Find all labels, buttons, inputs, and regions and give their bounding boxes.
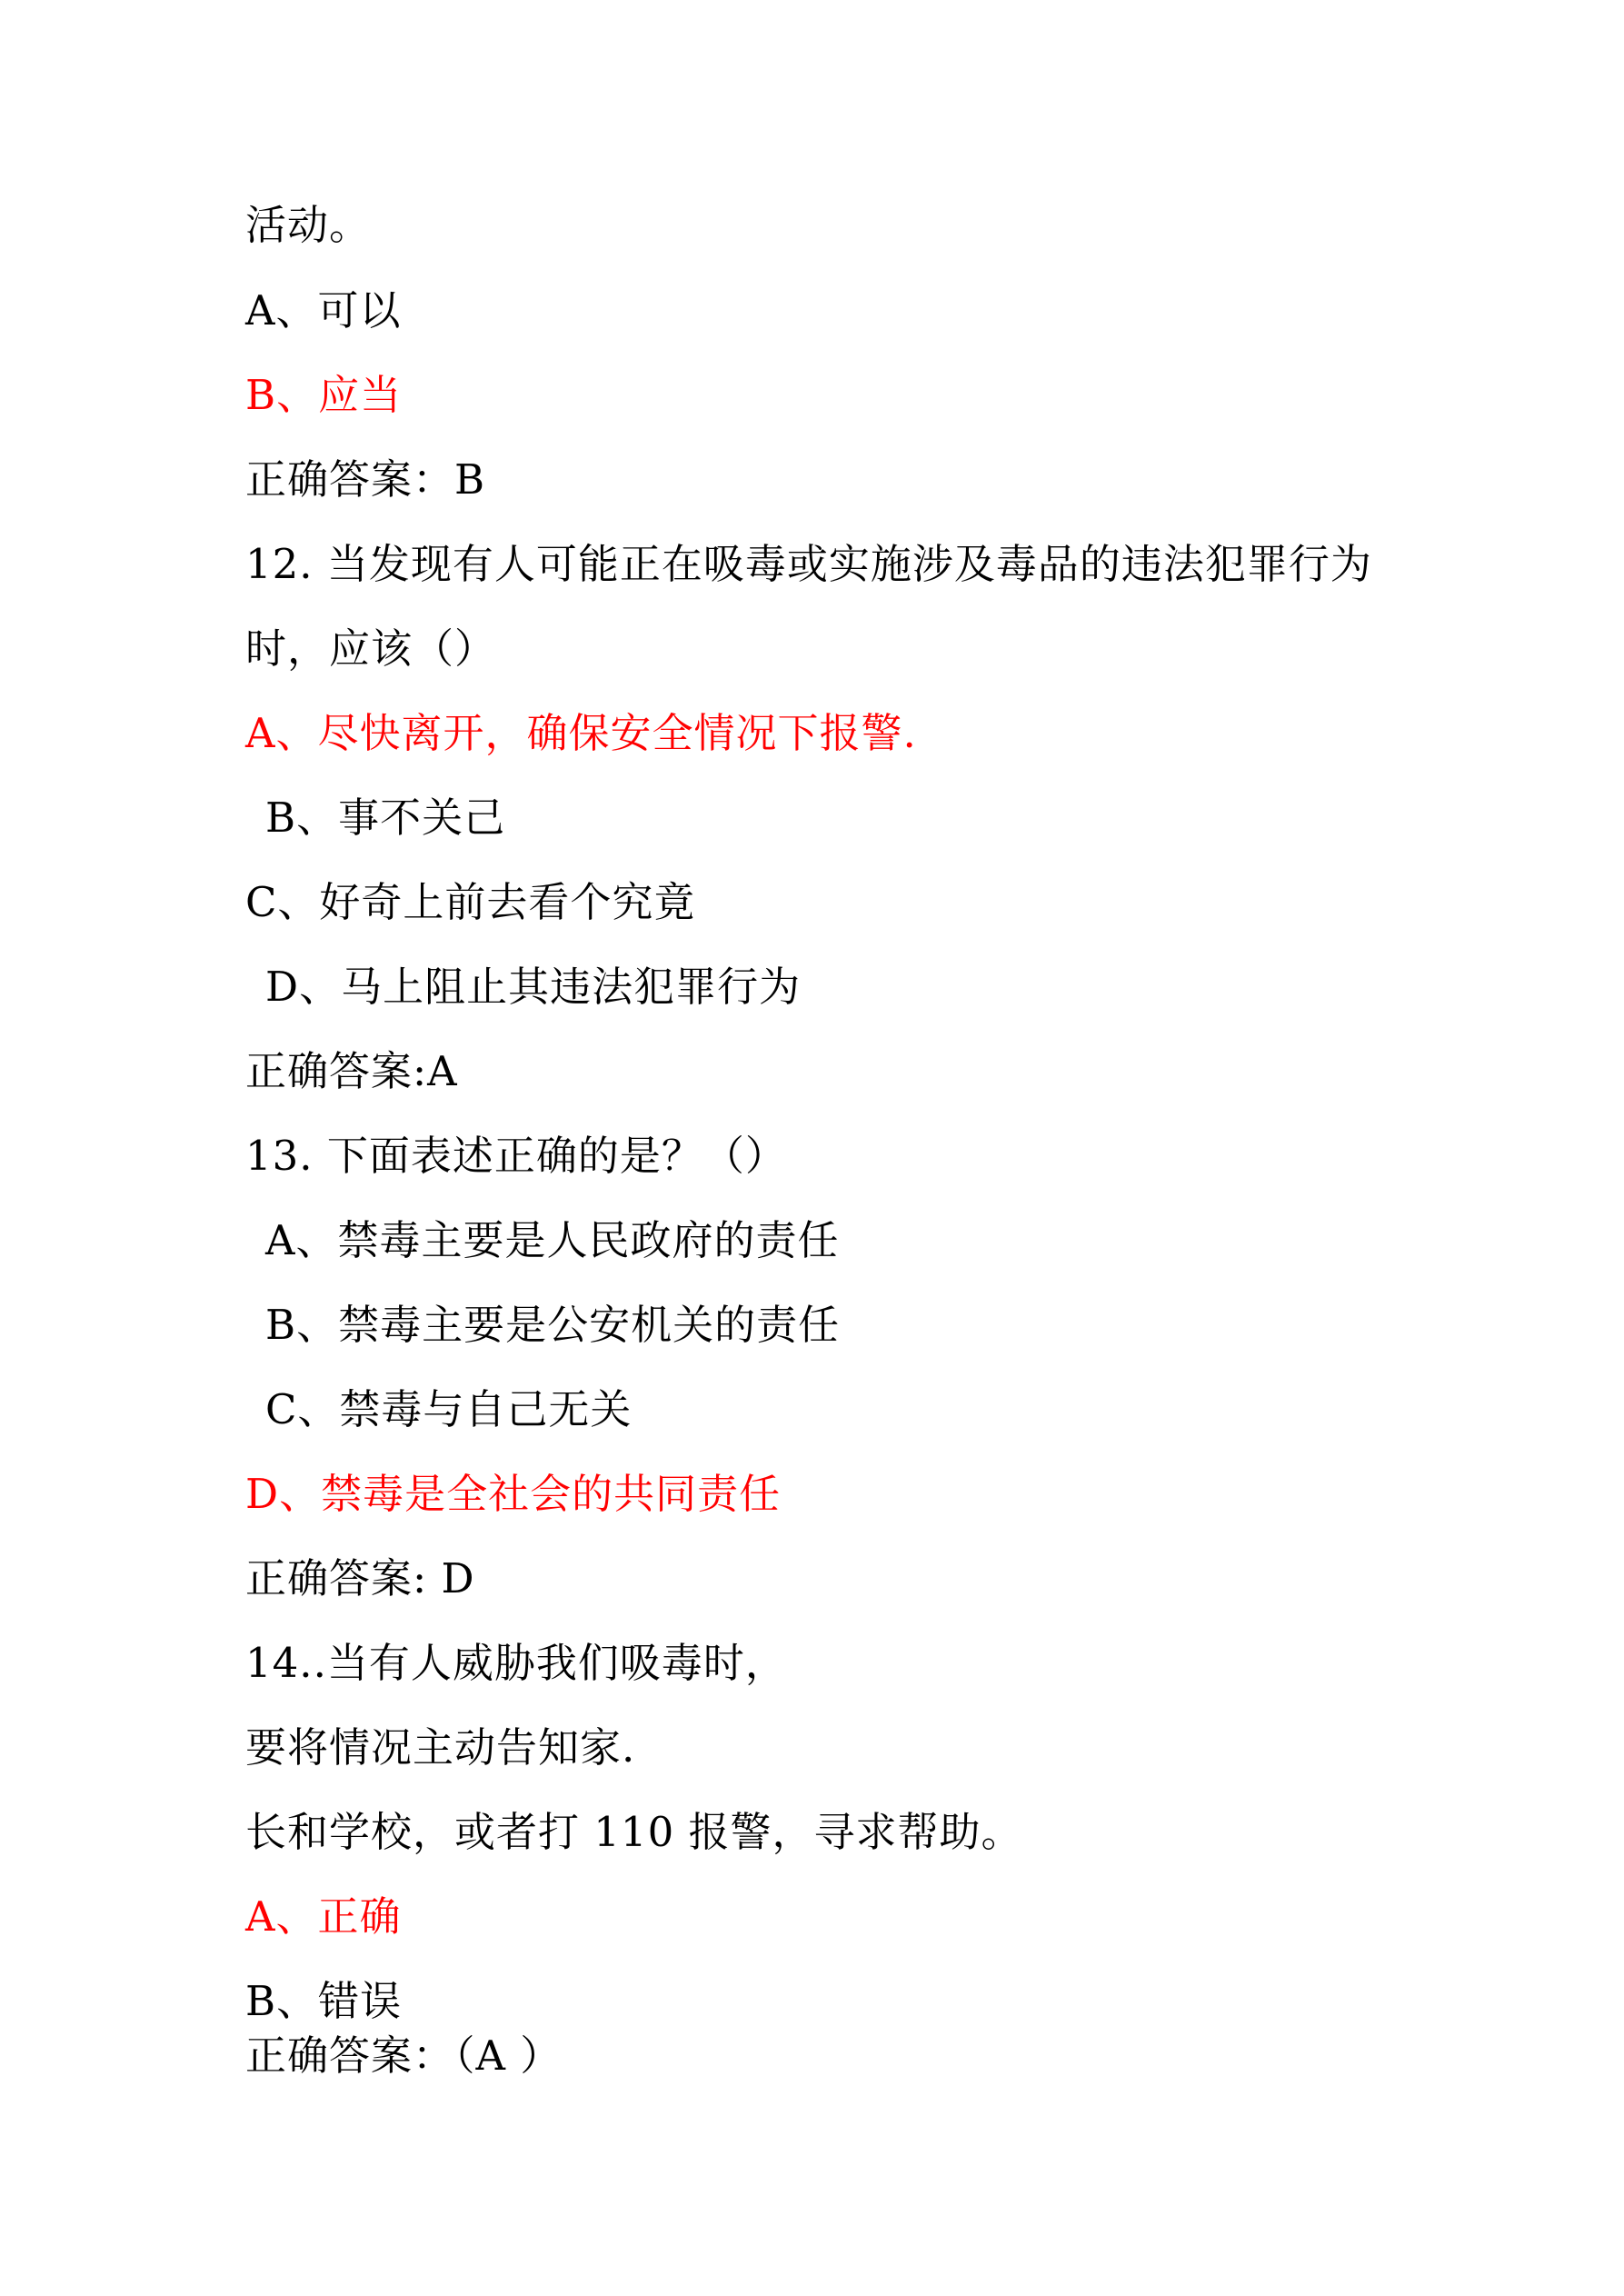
question-14-stem-continuation: 长和学校，或者打 110 报警，寻求帮助。: [245, 1808, 1023, 1856]
option-c: C、好奇上前去看个究竟: [245, 878, 696, 926]
answer-line: 正确答案: D: [245, 1554, 475, 1602]
option-c: C、禁毒与自己无关: [265, 1385, 633, 1433]
option-b: B、禁毒主要是公安机关的责任: [265, 1301, 841, 1349]
option-b: B、错误: [245, 1977, 403, 2025]
answer-line: 正确答案：B: [245, 455, 486, 504]
question-13-stem: 13. 下面表述正确的是？（）: [245, 1132, 787, 1180]
option-d-correct: D、禁毒是全社会的共同责任: [245, 1470, 782, 1518]
answer-line: 正确答案：（A ）: [245, 2031, 563, 2080]
question-14-stem: 14..当有人威胁我们吸毒时，: [245, 1639, 787, 1687]
option-a: A、禁毒主要是人民政府的责任: [265, 1216, 840, 1264]
question-11-continuation: 活动。: [245, 201, 372, 249]
question-14-stem-continuation: 要将情况主动告知家.: [245, 1723, 636, 1772]
option-a: A、可以: [245, 286, 402, 334]
question-12-stem-continuation: 时，应该（）: [245, 624, 497, 673]
option-b: B、事不关己: [265, 794, 506, 842]
answer-line: 正确答案:A: [245, 1047, 458, 1095]
question-12-stem: 12. 当发现有人可能正在吸毒或实施涉及毒品的违法犯罪行为: [245, 540, 1372, 588]
option-b-correct: B、应当: [245, 371, 403, 419]
option-a-correct: A、尽快离开，确保安全情况下报警.: [245, 709, 917, 757]
option-d: D、马上阻止其违法犯罪行为: [265, 963, 802, 1011]
option-a-correct: A、正确: [245, 1892, 402, 1941]
